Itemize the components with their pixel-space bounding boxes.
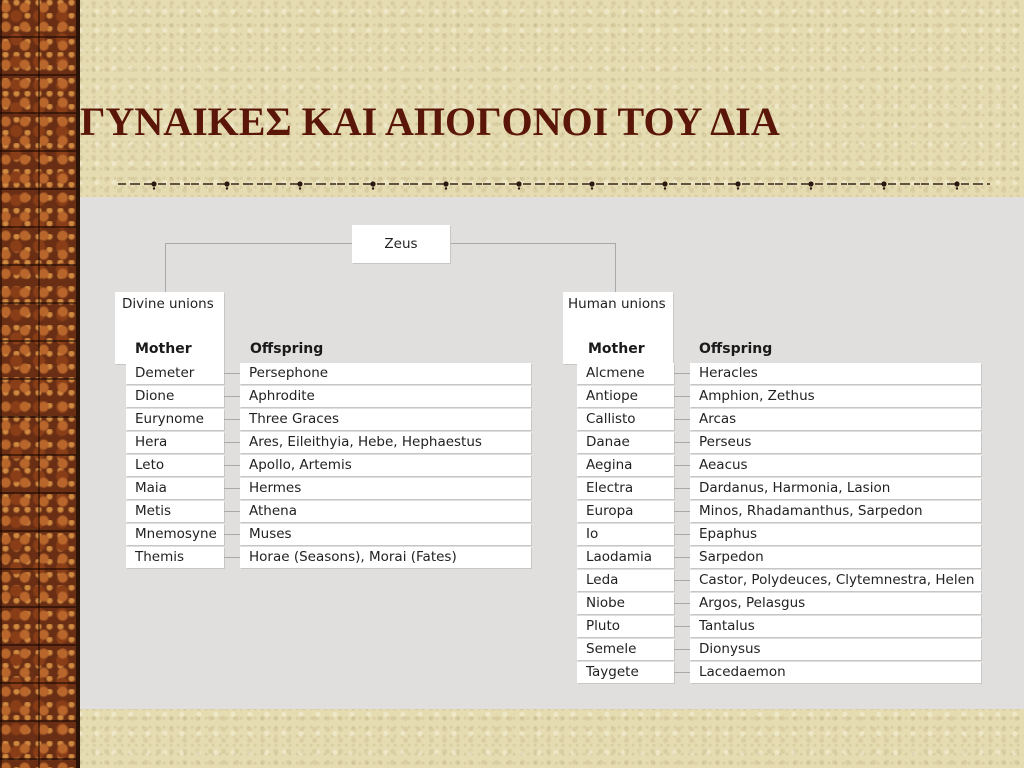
divine-offspring-cell: Three Graces bbox=[240, 409, 531, 430]
human-mother-cell: Antiope bbox=[577, 386, 674, 407]
human-mother-cell: Semele bbox=[577, 639, 674, 660]
human-row-connector bbox=[674, 626, 690, 627]
divine-row-connector bbox=[224, 465, 240, 466]
divider-dot bbox=[664, 187, 666, 189]
root-node-zeus: Zeus bbox=[352, 225, 450, 263]
divider-dot bbox=[737, 187, 739, 189]
human-row-connector bbox=[674, 419, 690, 420]
divine-mother-cell: Demeter bbox=[126, 363, 224, 384]
family-tree-panel bbox=[80, 197, 1024, 709]
divider-dot bbox=[370, 181, 375, 186]
human-row-connector bbox=[674, 649, 690, 650]
divider-dot bbox=[224, 181, 229, 186]
divine-row-connector bbox=[224, 534, 240, 535]
human-offspring-cell: Heracles bbox=[690, 363, 981, 384]
divider-dot bbox=[881, 181, 886, 186]
divine-row-connector bbox=[224, 488, 240, 489]
human-row-connector bbox=[674, 672, 690, 673]
divine-offspring-cell: Aphrodite bbox=[240, 386, 531, 407]
divine-row-connector bbox=[224, 557, 240, 558]
human-mother-cell: Taygete bbox=[577, 662, 674, 683]
wood-border-decoration bbox=[0, 0, 76, 768]
divine-row-connector bbox=[224, 442, 240, 443]
human-row-connector bbox=[674, 557, 690, 558]
divine-offspring-cell: Persephone bbox=[240, 363, 531, 384]
human-mother-header: Mother bbox=[588, 341, 645, 357]
divider-dot bbox=[808, 181, 813, 186]
human-mother-cell: Danae bbox=[577, 432, 674, 453]
divine-row-connector bbox=[224, 419, 240, 420]
divine-row-connector bbox=[224, 396, 240, 397]
connector-root-left bbox=[165, 243, 352, 244]
human-offspring-cell: Sarpedon bbox=[690, 547, 981, 568]
divider-dot bbox=[445, 187, 447, 189]
human-offspring-cell: Perseus bbox=[690, 432, 981, 453]
human-mother-cell: Europa bbox=[577, 501, 674, 522]
divider-dot bbox=[954, 181, 959, 186]
divider-dot bbox=[372, 187, 374, 189]
divine-offspring-cell: Apollo, Artemis bbox=[240, 455, 531, 476]
human-row-connector bbox=[674, 603, 690, 604]
divider-dot bbox=[151, 181, 156, 186]
divine-mother-cell: Leto bbox=[126, 455, 224, 476]
human-row-connector bbox=[674, 534, 690, 535]
human-offspring-cell: Lacedaemon bbox=[690, 662, 981, 683]
human-offspring-cell: Amphion, Zethus bbox=[690, 386, 981, 407]
divine-row-connector bbox=[224, 373, 240, 374]
human-mother-cell: Leda bbox=[577, 570, 674, 591]
human-mother-cell: Pluto bbox=[577, 616, 674, 637]
human-offspring-cell: Minos, Rhadamanthus, Sarpedon bbox=[690, 501, 981, 522]
divine-offspring-cell: Athena bbox=[240, 501, 531, 522]
ornamental-divider bbox=[118, 178, 990, 190]
human-offspring-cell: Argos, Pelasgus bbox=[690, 593, 981, 614]
human-offspring-cell: Epaphus bbox=[690, 524, 981, 545]
human-row-connector bbox=[674, 396, 690, 397]
divider-dot bbox=[297, 181, 302, 186]
human-mother-cell: Callisto bbox=[577, 409, 674, 430]
human-unions-label: Human unions bbox=[563, 292, 673, 364]
human-row-connector bbox=[674, 511, 690, 512]
divine-mother-cell: Maia bbox=[126, 478, 224, 499]
divider-dot bbox=[153, 187, 155, 189]
divider-dot bbox=[518, 187, 520, 189]
human-offspring-header: Offspring bbox=[699, 341, 773, 357]
connector-root-right bbox=[450, 243, 616, 244]
divider-dot bbox=[662, 181, 667, 186]
divine-mother-cell: Eurynome bbox=[126, 409, 224, 430]
divider-dot bbox=[443, 181, 448, 186]
human-mother-cell: Laodamia bbox=[577, 547, 674, 568]
divine-mother-cell: Hera bbox=[126, 432, 224, 453]
human-offspring-cell: Arcas bbox=[690, 409, 981, 430]
divine-offspring-cell: Hermes bbox=[240, 478, 531, 499]
divine-offspring-cell: Muses bbox=[240, 524, 531, 545]
human-mother-cell: Electra bbox=[577, 478, 674, 499]
human-offspring-cell: Dardanus, Harmonia, Lasion bbox=[690, 478, 981, 499]
divine-mother-header: Mother bbox=[135, 341, 192, 357]
divine-unions-label: Divine unions bbox=[115, 292, 224, 364]
human-mother-cell: Io bbox=[577, 524, 674, 545]
human-row-connector bbox=[674, 580, 690, 581]
human-mother-cell: Alcmene bbox=[577, 363, 674, 384]
divider-dot bbox=[299, 187, 301, 189]
divine-row-connector bbox=[224, 511, 240, 512]
connector-divine-drop bbox=[165, 243, 166, 293]
human-row-connector bbox=[674, 465, 690, 466]
human-row-connector bbox=[674, 373, 690, 374]
human-mother-cell: Aegina bbox=[577, 455, 674, 476]
divider-dot bbox=[810, 187, 812, 189]
human-mother-cell: Niobe bbox=[577, 593, 674, 614]
divine-offspring-cell: Horae (Seasons), Morai (Fates) bbox=[240, 547, 531, 568]
human-row-connector bbox=[674, 488, 690, 489]
human-row-connector bbox=[674, 442, 690, 443]
divine-offspring-cell: Ares, Eileithyia, Hebe, Hephaestus bbox=[240, 432, 531, 453]
divider-dot bbox=[591, 187, 593, 189]
divider-dot bbox=[589, 181, 594, 186]
divider-dot bbox=[735, 181, 740, 186]
divine-mother-cell: Metis bbox=[126, 501, 224, 522]
page-title: ΓΥΝΑΙΚΕΣ ΚΑΙ ΑΠΟΓΟΝΟΙ ΤΟΥ ΔΙΑ bbox=[80, 99, 780, 144]
divine-offspring-header: Offspring bbox=[250, 341, 324, 357]
human-offspring-cell: Dionysus bbox=[690, 639, 981, 660]
human-offspring-cell: Castor, Polydeuces, Clytemnestra, Helen bbox=[690, 570, 981, 591]
connector-human-drop bbox=[615, 243, 616, 293]
divine-mother-cell: Dione bbox=[126, 386, 224, 407]
divine-mother-cell: Themis bbox=[126, 547, 224, 568]
divine-mother-cell: Mnemosyne bbox=[126, 524, 224, 545]
divider-dot bbox=[956, 187, 958, 189]
divider-dot bbox=[516, 181, 521, 186]
divider-dot bbox=[226, 187, 228, 189]
human-offspring-cell: Tantalus bbox=[690, 616, 981, 637]
divider-dot bbox=[883, 187, 885, 189]
human-offspring-cell: Aeacus bbox=[690, 455, 981, 476]
